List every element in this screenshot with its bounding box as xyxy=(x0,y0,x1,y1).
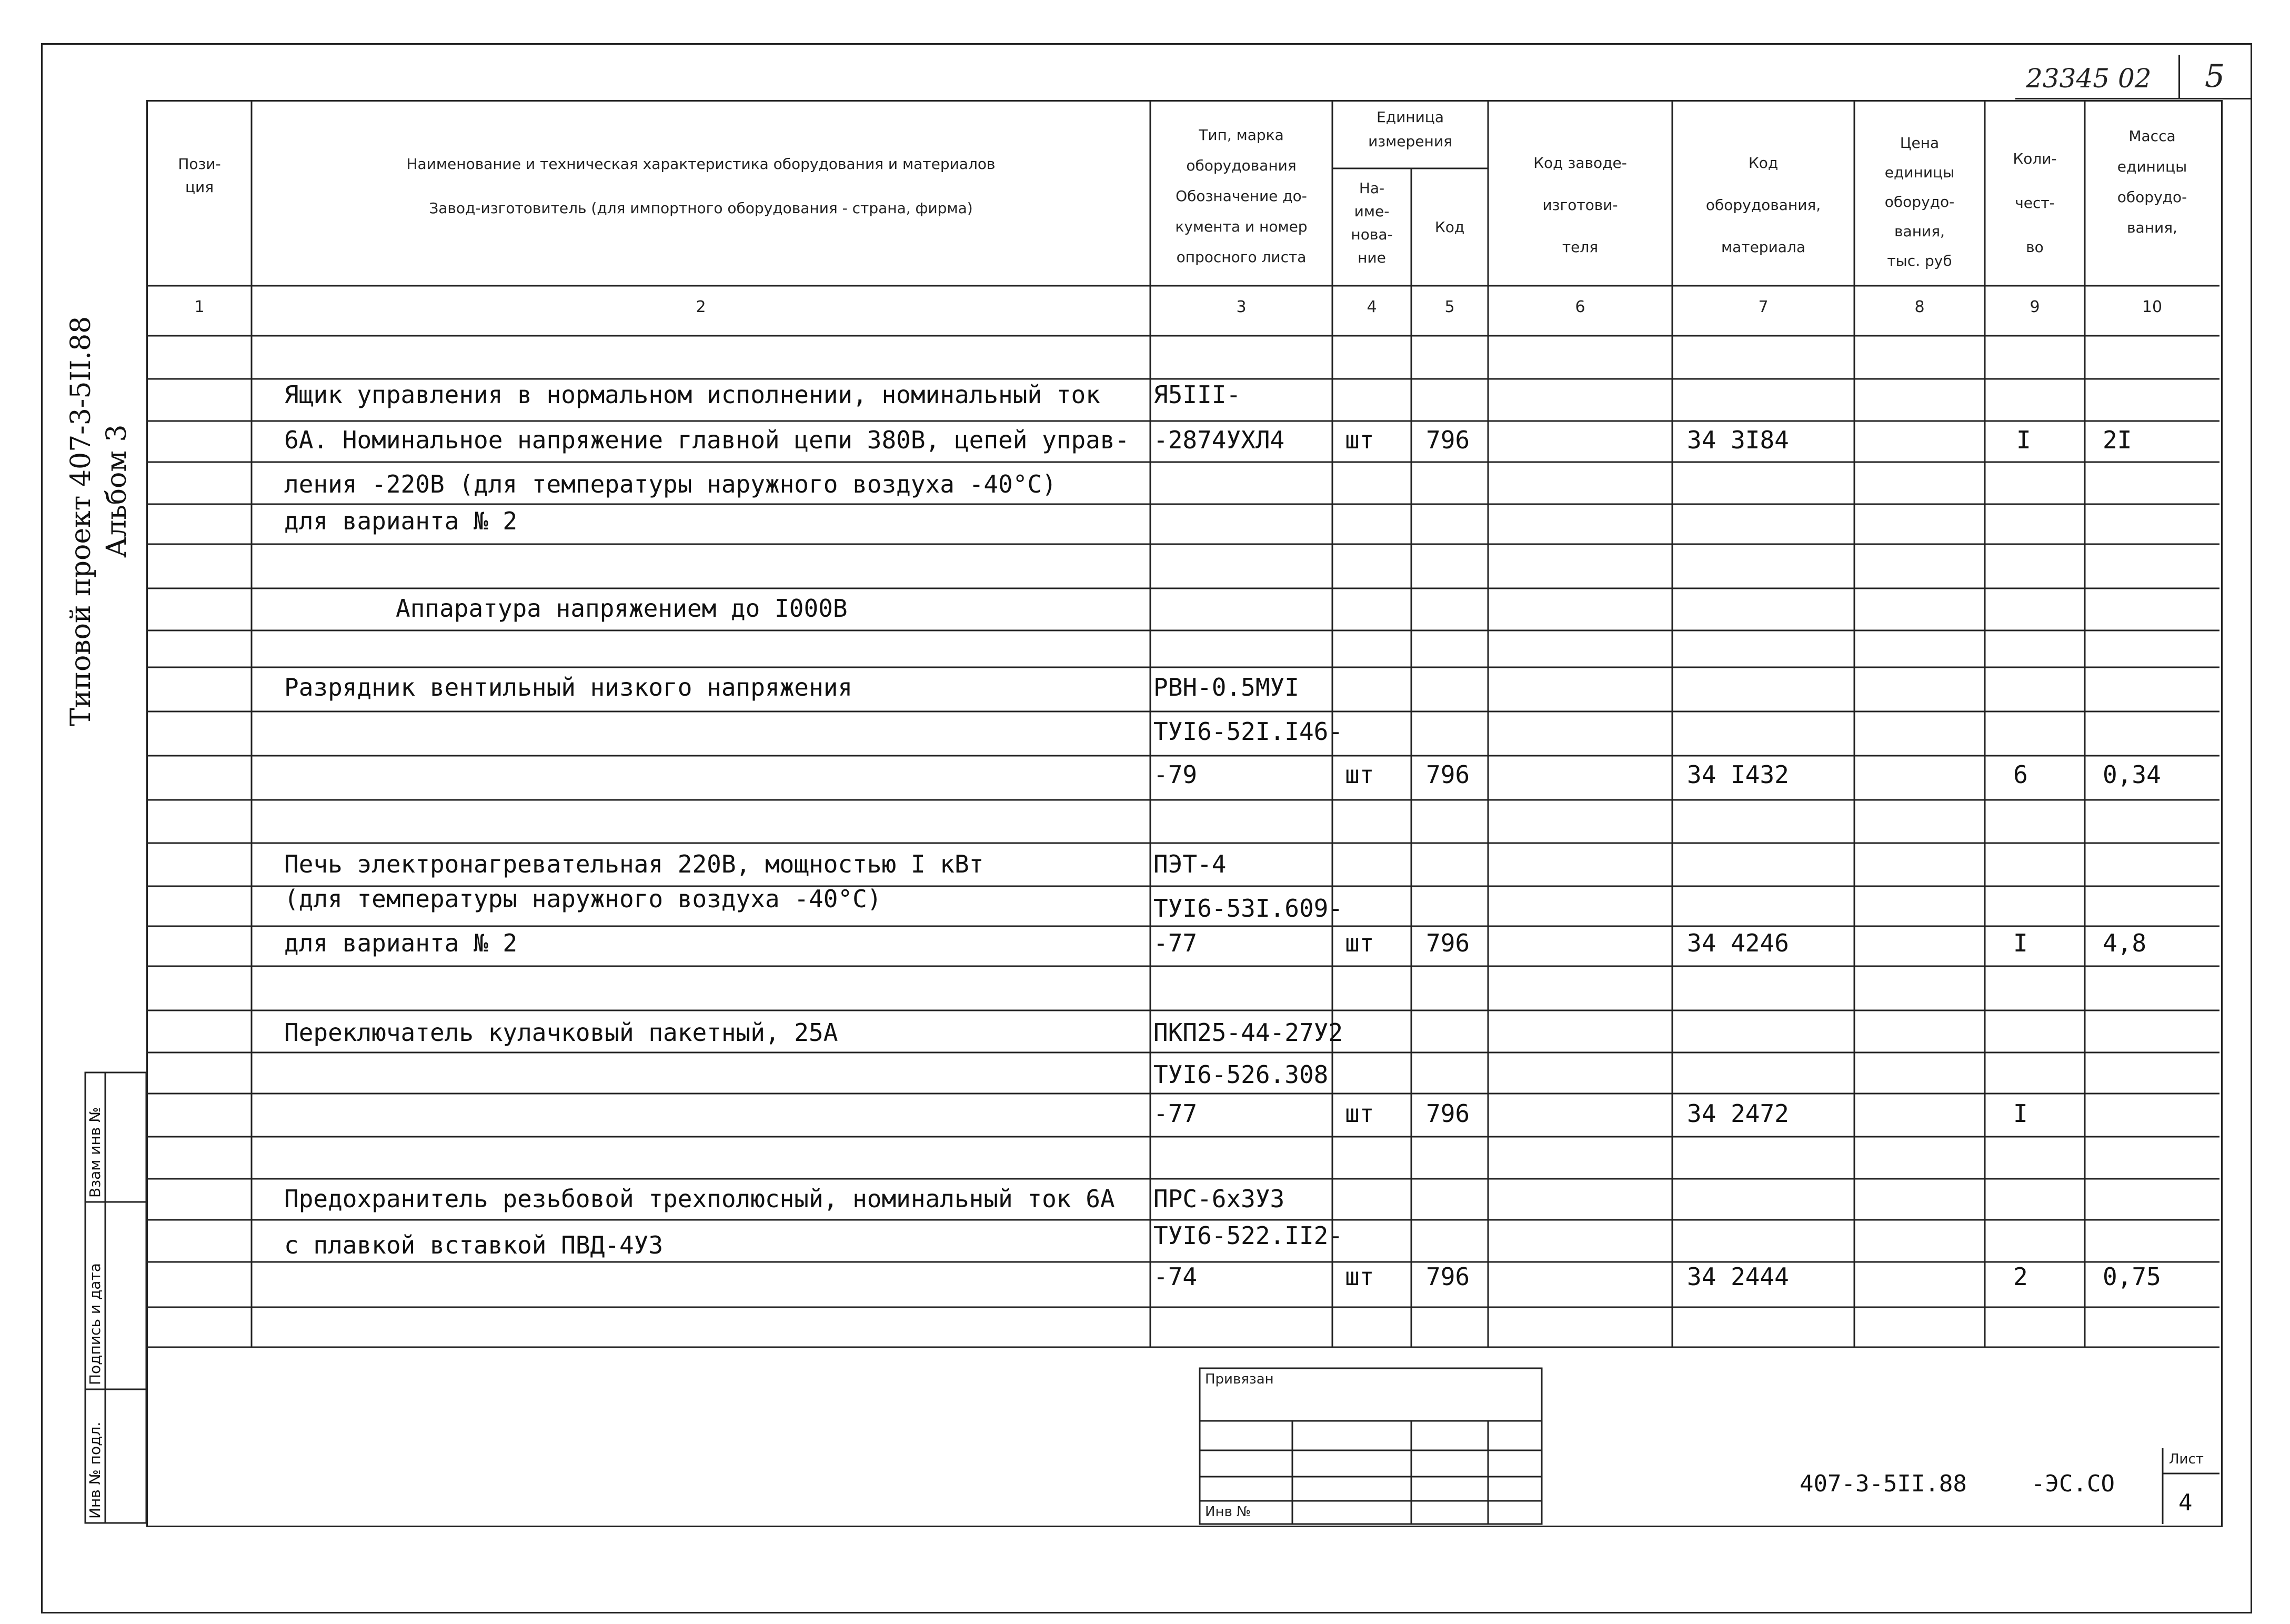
column-number-2: 2 xyxy=(696,298,706,316)
stamp-inv: Инв № xyxy=(1205,1504,1251,1520)
row-16-name: с плавкой вставкой ПВД-4У3 xyxy=(284,1231,664,1259)
header-name: Наименование и техническая характеристика оборудования и материалов Завод-изготовитель (для импортного оборудования - страна, фирма) xyxy=(406,155,996,217)
column-number-5: 5 xyxy=(1444,298,1455,316)
row-14-quantity: I xyxy=(2013,1099,2028,1128)
column-number-7: 7 xyxy=(1758,298,1769,316)
row-9-type: ПЭТ-4 xyxy=(1153,850,1227,878)
row-11-quantity: I xyxy=(2013,929,2028,957)
row-8-type: -79 xyxy=(1153,760,1198,789)
header-unit-name: На- име- нова- ние xyxy=(1351,179,1393,266)
header-type: Тип, марка оборудования Обозначение до- кумента и номер опросного листа xyxy=(1175,126,1308,266)
row-8-mass: 0,34 xyxy=(2103,760,2161,789)
row-1-name: Ящик управления в нормальном исполнении, номинальный ток xyxy=(284,380,1100,409)
row-12-type: ПКП25-44-27У2 xyxy=(1153,1018,1343,1047)
side-cell-inv-podl: Инв № подл. xyxy=(86,1421,104,1519)
row-16-type: ТУI6-522.II2- xyxy=(1153,1221,1343,1250)
header-equipment-code: Код оборудования, материала xyxy=(1705,154,1821,256)
row-2-code: 796 xyxy=(1426,426,1470,454)
column-number-9: 9 xyxy=(2030,298,2040,316)
row-2-mass: 2I xyxy=(2103,426,2132,454)
row-8-unit: шт xyxy=(1345,760,1374,789)
row-17-quantity: 2 xyxy=(2013,1262,2028,1291)
row-3-name: ления -220В (для температуры наружного воздуха -40°С) xyxy=(284,470,1057,498)
row-2-unit: шт xyxy=(1345,426,1374,454)
header-price: Цена единицы оборудо- вания, тыс. руб xyxy=(1884,134,1955,269)
document-code: 407-3-5II.88 xyxy=(1800,1470,1967,1497)
row-14-equipment-code: 34 2472 xyxy=(1687,1099,1789,1128)
row-11-equipment-code: 34 4246 xyxy=(1687,929,1789,957)
stamp-privyazan: Привязан xyxy=(1205,1371,1274,1387)
row-6-type: РВН-0.5МУI xyxy=(1153,673,1299,701)
row-8-code: 796 xyxy=(1426,760,1470,789)
header-unit: Единица измерения xyxy=(1368,108,1452,150)
column-number-4: 4 xyxy=(1367,298,1377,316)
column-number-1: 1 xyxy=(194,298,205,316)
side-cell-signature-date: Подпись и дата xyxy=(86,1263,104,1385)
header-quantity: Коли- чест- во xyxy=(2013,150,2057,256)
row-14-code: 796 xyxy=(1426,1099,1470,1128)
row-17-unit: шт xyxy=(1345,1262,1374,1291)
row-2-type: -2874УХЛ4 xyxy=(1153,426,1285,454)
row-11-unit: шт xyxy=(1345,929,1374,957)
corner-code: 23345 02 xyxy=(2026,63,2152,94)
row-9-name: Печь электронагревательная 220В, мощностью I кВт xyxy=(284,850,984,878)
row-8-equipment-code: 34 I432 xyxy=(1687,760,1789,789)
side-title xyxy=(63,316,135,726)
section-title: Аппаратура напряжением до I000В xyxy=(396,594,848,623)
row-6-name: Разрядник вентильный низкого напряжения xyxy=(284,673,853,701)
side-cell-vzam-inv: Взам инв № xyxy=(86,1107,104,1198)
column-number-6: 6 xyxy=(1575,298,1585,316)
row-10-type: ТУI6-53I.609- xyxy=(1153,894,1343,923)
row-17-equipment-code: 34 2444 xyxy=(1687,1262,1789,1291)
column-number-3: 3 xyxy=(1236,298,1247,316)
header-mass: Масса единицы оборудо- вания, xyxy=(2117,127,2187,236)
column-number-8: 8 xyxy=(1914,298,1925,316)
row-15-name: Предохранитель резьбовой трехполюсный, номинальный ток 6А xyxy=(284,1185,1115,1213)
row-4-name: для варианта № 2 xyxy=(284,507,518,535)
document-suffix: -ЭС.СО xyxy=(2031,1470,2115,1497)
sheet-number: 4 xyxy=(2178,1489,2193,1516)
row-10-name: (для температуры наружного воздуха -40°С) xyxy=(284,885,882,913)
header-unit-code: Код xyxy=(1434,218,1465,236)
row-2-name: 6А. Номинальное напряжение главной цепи 380В, цепей управ- xyxy=(284,426,1130,454)
row-12-name: Переключатель кулачковый пакетный, 25А xyxy=(284,1018,838,1047)
row-14-unit: шт xyxy=(1345,1099,1374,1128)
row-13-type: ТУI6-526.308 xyxy=(1153,1060,1329,1089)
side-title-line-1: Типовой проект 407-3-5II.88 xyxy=(65,316,97,726)
header-position: Пози- ция xyxy=(178,155,221,196)
row-2-quantity: I xyxy=(2016,426,2031,454)
row-17-type: -74 xyxy=(1153,1262,1198,1291)
row-11-code: 796 xyxy=(1426,929,1470,957)
row-1-type: Я5III- xyxy=(1153,380,1241,409)
row-17-mass: 0,75 xyxy=(2103,1262,2161,1291)
column-number-10: 10 xyxy=(2142,298,2163,316)
row-7-type: ТУI6-52I.I46- xyxy=(1153,717,1343,746)
row-11-mass: 4,8 xyxy=(2103,929,2147,957)
row-15-type: ПРС-6х3У3 xyxy=(1153,1185,1285,1213)
corner-number: 5 xyxy=(2205,58,2225,95)
row-11-type: -77 xyxy=(1153,929,1198,957)
row-11-name: для варианта № 2 xyxy=(284,929,518,957)
row-17-code: 796 xyxy=(1426,1262,1470,1291)
row-8-quantity: 6 xyxy=(2013,760,2028,789)
header-maker-code: Код заводе- изготови- теля xyxy=(1533,154,1627,256)
sheet-label: Лист xyxy=(2169,1451,2204,1467)
row-14-type: -77 xyxy=(1153,1099,1198,1128)
row-2-equipment-code: 34 3I84 xyxy=(1687,426,1789,454)
side-title-line-2: Альбом 3 xyxy=(101,424,133,558)
